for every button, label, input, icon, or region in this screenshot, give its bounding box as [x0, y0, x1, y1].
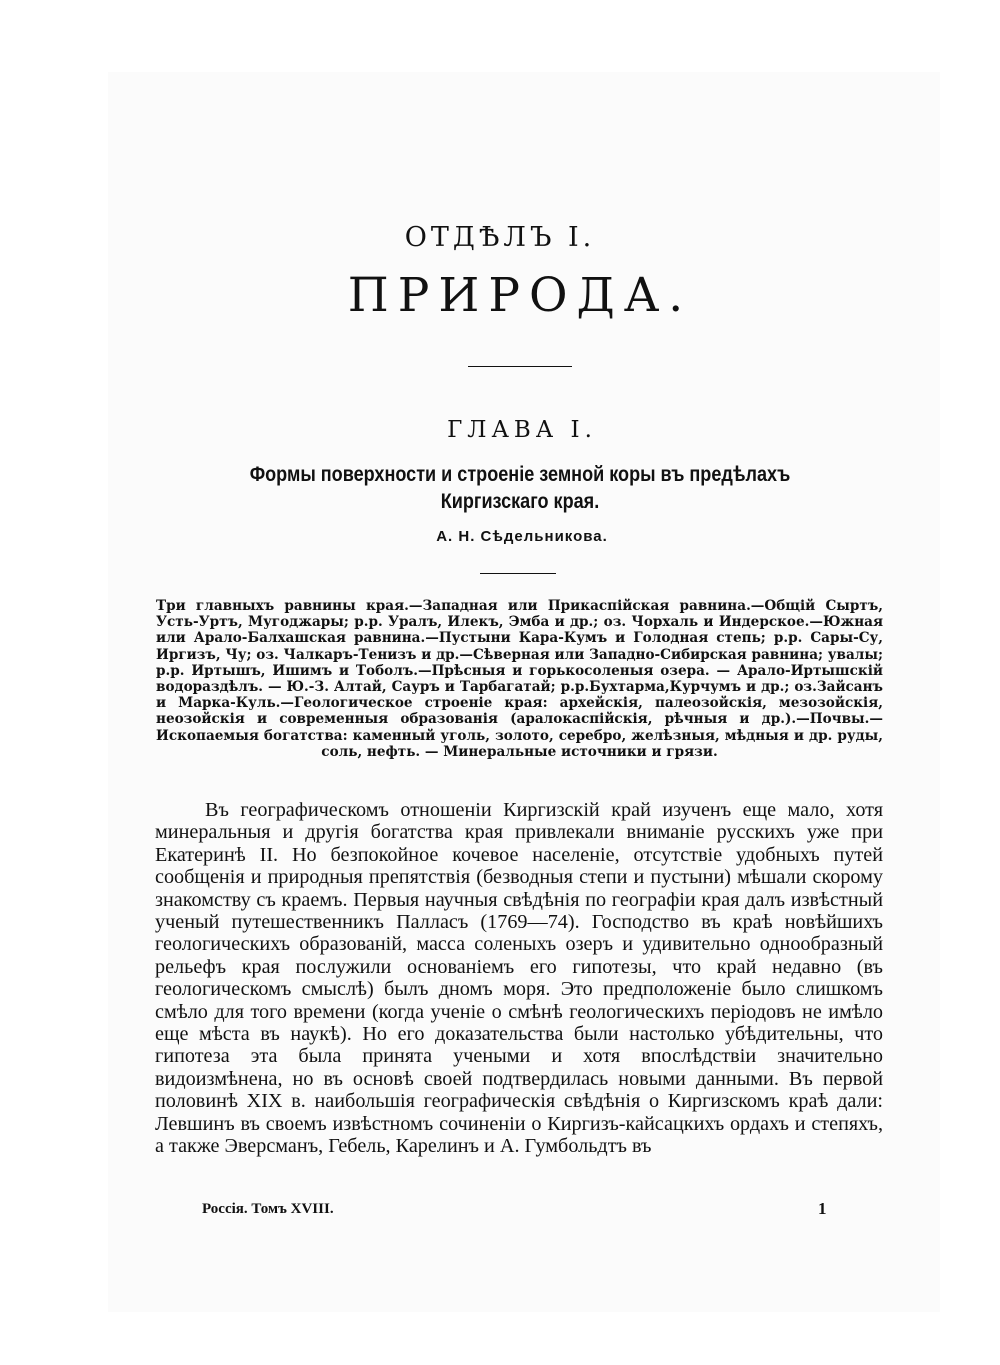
chapter-title: Формы поверхности и строенiе земной коры въ предѣлахъ Киргизскаго края. [249, 463, 791, 513]
chapter-summary: Три главныхъ равнины края.—Западная или Прикаспiйская равнина.—Общiй Сыртъ, Усть-Уртъ, Мугоджары; р.р. Уралъ, Илекъ, Эмба и др.; оз. Чорхаль и Индерское.—Южная или Арало-Балхашская равнина.—Пустыни Кара-Кумъ и Голодная степь; р.р. Сары-Су, Иргизъ, Чу; оз. Чалкаръ-Тенизъ и др.—Сѣверная или Западно-Сибирская равнина; увалы; р.р. Иртышъ, Ишимъ и Тоболъ.—Прѣсныя и горькосоленыя озера. — Арало-Иртышскiй водораздѣлъ. — Ю.-З. Алтай, Сауръ и Тарбагатай; р.р.Бухтарма,Курчумъ и др.; оз.Зайсанъ и Марка-Куль.—Геологическое строенiе края: архейскiя, палеозойскiя, мезозойскiя, неозойскiя и современныя образованiя (аралокаспiйскiя, рѣчныя и др.).—Почвы.—Ископаемыя богатства: каменный уголь, золото, серебро, желѣзныя, мѣдныя и др. руды, соль, нефть. — Минеральные источники и грязи. [156, 598, 883, 760]
body-paragraph: Въ географическомъ отношенiи Киргизскiй край изученъ еще мало, хотя минеральныя и другiя богатства края привлекали вниманiе русскихъ уже при Екатеринѣ II. Но безпокойное кочевое населенiе, отсутствiе удобныхъ путей сообщенiя и природныя препятствiя (безводныя степи и пустыни) мѣшали скорому знакомству съ краемъ. Первыя научныя свѣдѣнiя по географiи края далъ извѣстный ученый путешественникъ Палласъ (1769—74). Господство въ краѣ новѣйшихъ геологическихъ образованiй, масса соленыхъ озеръ и удивительно однообразный рельефъ края послужили основанiемъ его гипотезы, что край недавно (въ геологическомъ смыслѣ) былъ дномъ моря. Это предположенiе было слишкомъ смѣло для того времени (когда ученiе о смѣнѣ геологическихъ перiодовъ не имѣло еще мѣста въ наукѣ). Но его доказательства были настолько убѣдительны, что гипотеза эта была принята учеными и хотя впослѣдствiи значительно видоизмѣнена, но въ основѣ своей подтвердилась новыми данными. Въ первой половинѣ XIX в. наибольшiя географическiя свѣдѣнiя о Киргизскомъ краѣ дали: Левшинъ въ своемъ извѣстномъ сочиненiи о Киргизъ-кайсацкихъ ордахъ и степяхъ, а также Эверсманъ, Гебель, Карелинъ и А. Гумбольдтъ въ [155, 799, 883, 1158]
title-divider [468, 366, 572, 367]
author-divider [480, 573, 556, 574]
section-label: ОТДѢЛЪ I. [404, 222, 596, 253]
chapter-label: ГЛАВА I. [447, 417, 597, 443]
signature-mark: Россiя. Томъ XVIII. [202, 1201, 334, 1217]
page-number: 1 [818, 1199, 827, 1218]
part-title: ПРИРОДА. [347, 268, 693, 323]
chapter-author: А. Н. Сѣдельникова. [436, 528, 608, 545]
